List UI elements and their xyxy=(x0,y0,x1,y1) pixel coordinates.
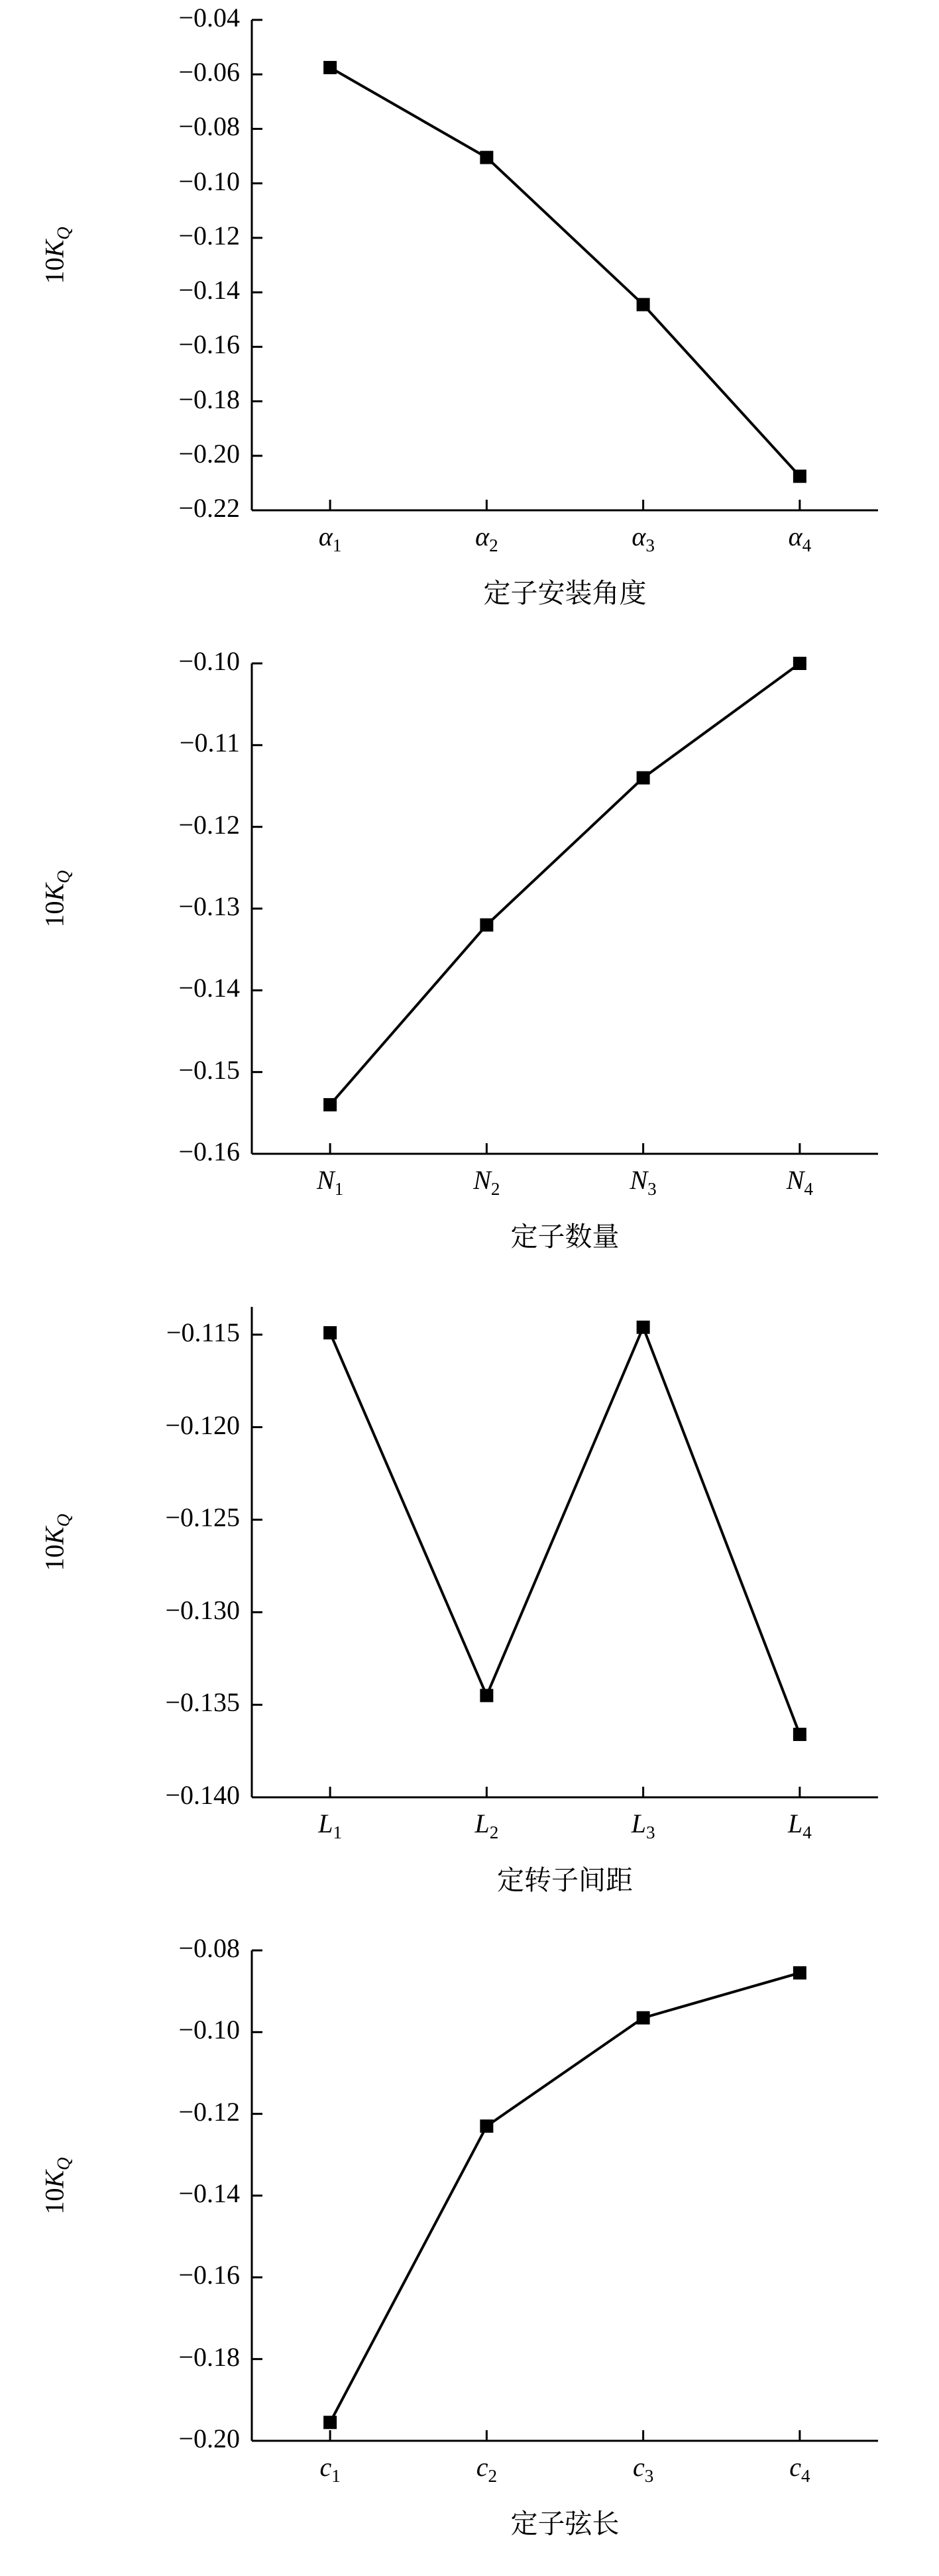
chart-panel xyxy=(0,644,939,1287)
y-tick-label: −0.13 xyxy=(178,891,240,921)
data-point-marker xyxy=(793,1966,806,1980)
data-series-line xyxy=(330,68,800,476)
y-tick-label: −0.130 xyxy=(165,1595,240,1625)
y-tick-label: −0.18 xyxy=(178,2341,240,2372)
data-point-marker xyxy=(793,657,806,670)
data-point-marker xyxy=(323,1098,337,1111)
y-axis-title: $10K_Q$ xyxy=(39,227,74,284)
x-tick-label: $c_2$ xyxy=(476,2452,498,2486)
x-tick-label: $\alpha_2$ xyxy=(475,522,498,555)
data-point-marker xyxy=(480,1689,493,1702)
chart-panel xyxy=(0,0,939,644)
y-tick-label: −0.12 xyxy=(178,809,240,840)
y-tick-label: −0.14 xyxy=(178,275,240,306)
y-tick-label: −0.15 xyxy=(178,1054,240,1085)
data-series-line xyxy=(330,1973,800,2422)
y-tick-label: −0.10 xyxy=(178,2015,240,2045)
chart-panel xyxy=(0,1287,939,1931)
plot-area xyxy=(0,1931,939,2574)
plot-area xyxy=(0,1287,939,1931)
plot-area xyxy=(0,644,939,1287)
y-tick-label: −0.140 xyxy=(165,1780,240,1810)
plot-area xyxy=(0,0,939,644)
data-point-marker xyxy=(480,151,493,164)
data-point-marker xyxy=(793,1728,806,1741)
y-tick-label: −0.16 xyxy=(178,1137,240,1166)
x-axis-title: 定转子间距 xyxy=(497,1864,633,1896)
x-axis-title: 定子安装角度 xyxy=(483,577,647,609)
x-tick-label: $N_2$ xyxy=(473,1165,500,1199)
x-tick-label: $c_4$ xyxy=(789,2452,810,2486)
y-tick-label: −0.135 xyxy=(165,1687,240,1718)
data-point-marker xyxy=(480,919,493,932)
y-tick-label: −0.04 xyxy=(178,3,240,32)
data-point-marker xyxy=(323,1326,337,1339)
x-tick-label: $\alpha_1$ xyxy=(318,522,342,555)
data-series-line xyxy=(330,663,800,1105)
x-tick-label: $L_2$ xyxy=(474,1809,499,1842)
x-tick-label: $L_1$ xyxy=(318,1809,343,1842)
x-tick-label: $L_3$ xyxy=(631,1809,655,1842)
data-point-marker xyxy=(323,2416,337,2429)
y-axis-title: $10K_Q$ xyxy=(39,870,74,928)
y-axis-title: $10K_Q$ xyxy=(39,2157,74,2215)
y-tick-label: −0.22 xyxy=(178,493,240,523)
x-axis-title: 定子数量 xyxy=(510,1221,620,1253)
y-axis-title: $10K_Q$ xyxy=(39,1514,74,1571)
data-series-line xyxy=(330,1327,800,1734)
y-tick-label: −0.10 xyxy=(178,166,240,196)
y-tick-label: −0.125 xyxy=(165,1502,240,1533)
x-tick-label: $c_1$ xyxy=(319,2452,341,2486)
x-tick-label: $N_3$ xyxy=(630,1165,657,1199)
y-tick-label: −0.08 xyxy=(178,111,240,142)
data-point-marker xyxy=(323,61,337,74)
y-tick-label: −0.18 xyxy=(178,384,240,414)
x-tick-label: $N_4$ xyxy=(786,1165,814,1199)
y-tick-label: −0.12 xyxy=(178,220,240,251)
y-tick-label: −0.10 xyxy=(178,646,240,676)
x-tick-label: $c_3$ xyxy=(632,2452,654,2486)
data-point-marker xyxy=(637,1321,650,1334)
y-tick-label: −0.08 xyxy=(178,1933,240,1963)
y-tick-label: −0.14 xyxy=(178,2178,240,2208)
x-axis-title: 定子弦长 xyxy=(510,2508,620,2540)
chart-panel xyxy=(0,1931,939,2574)
y-tick-label: −0.16 xyxy=(178,2260,240,2290)
data-point-marker xyxy=(637,298,650,311)
data-point-marker xyxy=(637,771,650,785)
y-tick-label: −0.120 xyxy=(165,1410,240,1440)
y-tick-label: −0.115 xyxy=(166,1317,240,1347)
x-tick-label: $L_4$ xyxy=(787,1809,812,1842)
x-tick-label: $\alpha_4$ xyxy=(788,522,812,555)
y-tick-label: −0.06 xyxy=(178,57,240,87)
y-tick-label: −0.14 xyxy=(178,973,240,1003)
data-point-marker xyxy=(793,470,806,483)
x-tick-label: $N_1$ xyxy=(316,1165,344,1199)
data-point-marker xyxy=(637,2011,650,2025)
y-tick-label: −0.12 xyxy=(178,2096,240,2127)
y-tick-label: −0.20 xyxy=(178,2424,240,2453)
x-tick-label: $\alpha_3$ xyxy=(632,522,655,555)
y-tick-label: −0.11 xyxy=(179,728,240,758)
y-tick-label: −0.20 xyxy=(178,438,240,469)
y-tick-label: −0.16 xyxy=(178,329,240,360)
data-point-marker xyxy=(480,2119,493,2133)
